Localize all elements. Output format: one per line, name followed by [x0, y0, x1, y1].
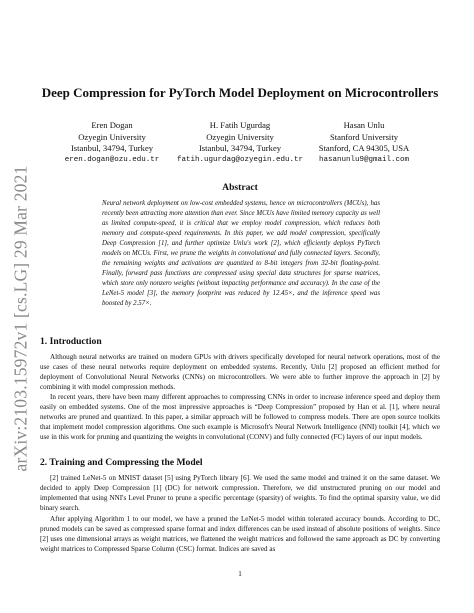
- author-address: Istanbul, 34794, Turkey: [198, 143, 282, 153]
- author-affiliation: Ozyegin University: [206, 131, 274, 142]
- training-paragraph-2: After applying Algorithm 1 to our model, we have a pruned the LeNet-5 model within tolerated accuracy bounds. According to DC, pruned models can be saved as compressed sparse format and index differences can be used instead of absolute positions of weights. Since [2] uses one dimensional arrays as weight matrices, we flattened the weight matrices and followed the same approach as DC by converting weight matrices to Compressed Sparse Column (CSC) format. Indices are saved as: [40, 515, 440, 553]
- arxiv-identifier-stamp: [6, 164, 36, 472]
- author-email: fatih.ugurdag@ozyegin.edu.tr: [176, 155, 304, 164]
- section-heading-introduction: 1. Introduction: [40, 336, 102, 347]
- author-2: [175, 120, 305, 166]
- author-email: hasanunlu9@gmail.com: [318, 155, 409, 164]
- author-address: Stanford, CA 94305, USA: [318, 143, 410, 153]
- page-number: 1: [238, 569, 242, 578]
- intro-paragraph-1: Although neural networks are trained on modern GPUs with drivers specifically developed for neural network operations, most of the use cases of these neural networks require deployment on embedded systems. Recently, Unlu [2] proposed an efficient method for deployment of Convolutional Neural Networks (CNNs) on microcontrollers. We were able to further improve the approach in [2] by combining it with model compression methods.: [40, 353, 440, 391]
- author-1: [62, 120, 162, 166]
- author-name: Eren Dogan: [91, 120, 133, 130]
- author-3: [304, 120, 424, 166]
- section-heading-training: 2. Training and Compressing the Model: [40, 457, 203, 468]
- paper-title: Deep Compression for PyTorch Model Deployment on Microcontrollers: [41, 85, 439, 100]
- abstract-heading: Abstract: [222, 182, 258, 193]
- intro-paragraph-2: In recent years, there have been many different approaches to compressing CNNs in order to increase inference speed and deploy them easily on embedded systems. One of the most impressive approaches is “Deep Compression” proposed by Han et al. [1], where neural networks are pruned and quantized. In this paper, a similar approach will be followed to compress models. There are open source toolkits that implement model compression algorithms. One such example is Microsoft's Neural Network Intelligence (NNI) toolkit [4], which we use in this work for pruning and quantizing the weights in convolutional (CONV) and fully connected (FC) layers of our input models.: [40, 393, 440, 441]
- author-affiliation: Stanford University: [329, 131, 399, 142]
- author-block: [40, 120, 440, 165]
- author-address: Istanbul, 34794, Turkey: [70, 143, 154, 153]
- training-paragraph-1: [2] trained LeNet-5 on MNIST dataset [5] using PyTorch library [6]. We used the same model and trained it on the same dataset. We decided to apply Deep Compression [1] (DC) for network compression. Therefore, we did unstructured pruning on our model and implemented that using NNI's Level Pruner to prune a specific percentage (sparsity) of weights. To find the optimal sparsity value, we did binary search.: [40, 474, 440, 512]
- author-email: eren.dogan@ozu.edu.tr: [64, 155, 160, 164]
- abstract-body: Neural network deployment on low-cost embedded systems, hence on microcontrollers (MCUs), has recently been attracting more attention than ever. Since MCUs have limited memory capacity as well as limited compute-speed, it is critical that we employ model compression, which reduces both memory and compute-speed requirements. In this paper, we add model compression, specifically Deep Compression [1], and further optimize Unlu's work [2], which efficiently deploys PyTorch models on MCUs. First, we prune the weights in convolutional and fully connected layers. Secondly, the remaining weights and activations are quantized to 8-bit integers from 32-bit floating-point. Finally, forward pass functions are compressed using special data structures for sparse matrices, which store only nonzero weights (without impacting performance and accuracy). In the case of the LeNet-5 model [3], the memory footprint was reduced by 12.45×, and the inference speed was boosted by 2.57×.: [102, 200, 380, 307]
- author-name: H. Fatih Ugurdag: [209, 120, 271, 130]
- author-name: Hasan Unlu: [343, 120, 385, 130]
- arxiv-id-text: arXiv:2103.15972v1 [cs.LG] 29 Mar 2021: [10, 164, 31, 472]
- author-affiliation: Ozyegin University: [78, 131, 146, 142]
